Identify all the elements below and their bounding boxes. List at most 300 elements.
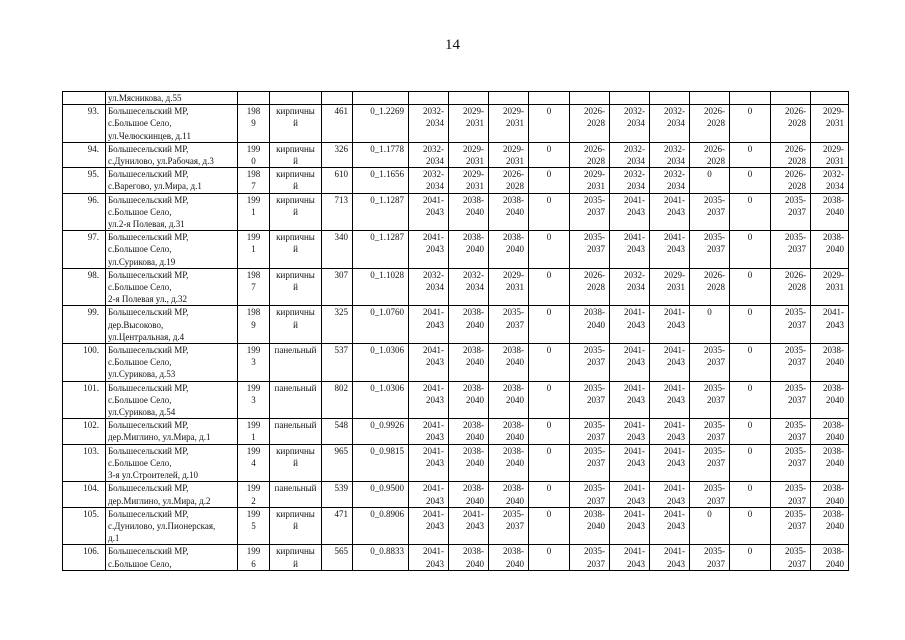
cell-line: 199 bbox=[246, 508, 261, 519]
cell-line: 0 bbox=[546, 420, 552, 431]
cell-period bbox=[570, 193, 610, 231]
cell-line: 2038- bbox=[463, 382, 484, 393]
cell-line: 2043 bbox=[667, 495, 685, 506]
cell-line: 2035- bbox=[584, 546, 605, 557]
cell-line: кирпичны bbox=[276, 143, 315, 154]
cell-material bbox=[270, 306, 322, 344]
cell-period bbox=[489, 306, 529, 344]
cell-line: 2032- bbox=[423, 169, 444, 180]
cell-line: 198 bbox=[246, 307, 261, 318]
cell-line: 2041- bbox=[423, 508, 444, 519]
cell-number: 713 bbox=[322, 193, 353, 231]
cell-line: 2043 bbox=[627, 432, 645, 443]
cell-material bbox=[270, 268, 322, 306]
cell-line: Большесельский МР, bbox=[108, 445, 189, 456]
cell-line: 2038- bbox=[503, 483, 524, 494]
cell-period bbox=[529, 419, 570, 444]
cell-line: 3 bbox=[251, 357, 256, 368]
cell-line: 2035- bbox=[785, 232, 806, 243]
cell-line: с.Большое Село, bbox=[108, 282, 172, 293]
cell-line: 2038- bbox=[823, 232, 844, 243]
cell-line: 2043 bbox=[627, 495, 645, 506]
cell-period bbox=[449, 168, 489, 193]
cell-period bbox=[489, 231, 529, 269]
cell-line: с.Дунилово, ул.Пионерская, bbox=[108, 520, 216, 531]
cell-line: 2038- bbox=[823, 382, 844, 393]
cell-line: 2043 bbox=[667, 558, 685, 569]
cell-line: 2043 bbox=[826, 319, 844, 330]
cell-number: 307 bbox=[322, 268, 353, 306]
cell-line: 0 bbox=[546, 345, 552, 356]
cell-period bbox=[409, 268, 449, 306]
cell-period bbox=[409, 545, 449, 570]
cell-line: 2043 bbox=[426, 319, 444, 330]
cell-line: 2043 bbox=[627, 394, 645, 405]
cell-condition: 0_1.0760 bbox=[353, 306, 409, 344]
cell-line: 2029- bbox=[503, 269, 524, 280]
cell-line: 2038- bbox=[463, 420, 484, 431]
cell-line: 2031 bbox=[667, 282, 685, 293]
cell-line: 0 bbox=[546, 143, 552, 154]
cell-line: 2026- bbox=[785, 169, 806, 180]
cell-period bbox=[489, 419, 529, 444]
cell-period bbox=[690, 231, 730, 269]
cell-line: 0 bbox=[747, 307, 753, 318]
cell-line: 2041- bbox=[624, 307, 645, 318]
cell-period bbox=[650, 168, 690, 193]
cell-line: с.Большое Село, bbox=[108, 394, 172, 405]
cell-line: 2043 bbox=[667, 357, 685, 368]
cell-line: 2035- bbox=[785, 420, 806, 431]
cell-line: 2037 bbox=[587, 206, 605, 217]
cell-line: 2043 bbox=[426, 394, 444, 405]
cell-material bbox=[270, 482, 322, 507]
cell-line: 2034 bbox=[826, 181, 844, 192]
cell-index: 99. bbox=[63, 306, 106, 344]
cell-line: 2035- bbox=[584, 232, 605, 243]
cell-line: 2040 bbox=[466, 206, 484, 217]
cell-line: 2026- bbox=[785, 106, 806, 117]
cell-line: 0 bbox=[546, 307, 552, 318]
cell-period bbox=[529, 545, 570, 570]
cell-line: 0 bbox=[546, 546, 552, 557]
cell-period bbox=[730, 268, 771, 306]
cell-material bbox=[270, 444, 322, 482]
cell-period bbox=[610, 105, 650, 143]
cell-line: 0 bbox=[546, 445, 552, 456]
cell-line: 2038- bbox=[463, 232, 484, 243]
cell-period bbox=[771, 168, 811, 193]
cell-line: дер.Миглино, ул.Мира, д.1 bbox=[108, 432, 211, 443]
cell-number: 965 bbox=[322, 444, 353, 482]
cell-period bbox=[690, 193, 730, 231]
cell-line: 0 bbox=[747, 345, 753, 356]
cell-line: 2041- bbox=[624, 445, 645, 456]
cell-line: 0 bbox=[546, 169, 552, 180]
cell-year bbox=[238, 268, 270, 306]
cell-period bbox=[570, 507, 610, 545]
cell-line: 0 bbox=[747, 269, 753, 280]
cell-period bbox=[409, 381, 449, 419]
cell-line: й bbox=[293, 457, 298, 468]
cell-line: 2032- bbox=[624, 143, 645, 154]
cell-address bbox=[106, 419, 238, 444]
cell-address bbox=[106, 168, 238, 193]
cell-line: 2038- bbox=[463, 483, 484, 494]
cell-material bbox=[270, 344, 322, 382]
cell-material bbox=[270, 231, 322, 269]
cell-period bbox=[771, 142, 811, 167]
cell-line: кирпичны bbox=[276, 445, 315, 456]
cell-period bbox=[811, 306, 849, 344]
cell-line: 2035- bbox=[785, 382, 806, 393]
cell-line: 2035- bbox=[785, 307, 806, 318]
cell-line: 2043 bbox=[426, 558, 444, 569]
cell-period bbox=[570, 168, 610, 193]
cell-line: 2026- bbox=[584, 269, 605, 280]
cell-period bbox=[489, 482, 529, 507]
cell-period bbox=[771, 193, 811, 231]
cell-line: с.Большое Село, bbox=[108, 118, 172, 129]
cell-line: 198 bbox=[246, 106, 261, 117]
cell-period bbox=[449, 507, 489, 545]
cell-line: 198 bbox=[246, 169, 261, 180]
cell-line: й bbox=[293, 319, 298, 330]
cell-period bbox=[771, 306, 811, 344]
cell-line: 2031 bbox=[466, 118, 484, 129]
cell-line: 2038- bbox=[823, 345, 844, 356]
cell-period bbox=[449, 344, 489, 382]
cell-line: 2028 bbox=[707, 282, 725, 293]
cell-line: панельный bbox=[274, 382, 317, 393]
cell-period bbox=[610, 419, 650, 444]
cell-line: 2032- bbox=[823, 169, 844, 180]
cell-period bbox=[771, 482, 811, 507]
cell-period bbox=[529, 168, 570, 193]
cell-line: 2037 bbox=[587, 244, 605, 255]
cell-line: 2040 bbox=[826, 432, 844, 443]
cell-period bbox=[610, 268, 650, 306]
cell-line: 2032- bbox=[423, 143, 444, 154]
cell-line: 2041- bbox=[423, 382, 444, 393]
cell-line: 2035- bbox=[584, 420, 605, 431]
cell-line: 6 bbox=[251, 558, 256, 569]
cell-line: 2028 bbox=[788, 181, 806, 192]
cell-period bbox=[570, 419, 610, 444]
cell-year bbox=[238, 444, 270, 482]
table-row bbox=[63, 268, 849, 306]
cell-line: 2037 bbox=[788, 357, 806, 368]
cell-line: ул.Сурикова, д.53 bbox=[108, 369, 176, 380]
cell-line: 2037 bbox=[788, 432, 806, 443]
cell-index: 96. bbox=[63, 193, 106, 231]
cell-line: 2038- bbox=[503, 345, 524, 356]
cell-line: 2037 bbox=[587, 495, 605, 506]
cell-period bbox=[811, 231, 849, 269]
cell-index: 95. bbox=[63, 168, 106, 193]
cell-line: с.Большое Село, bbox=[108, 244, 172, 255]
cell-number: 326 bbox=[322, 142, 353, 167]
cell-line: 2029- bbox=[463, 143, 484, 154]
cell-line: 2037 bbox=[788, 457, 806, 468]
cell-period bbox=[409, 142, 449, 167]
cell-material bbox=[270, 193, 322, 231]
cell-line: 9 bbox=[251, 319, 256, 330]
cell-period bbox=[650, 105, 690, 143]
cell-period bbox=[650, 419, 690, 444]
cell-period bbox=[650, 268, 690, 306]
cell-material bbox=[270, 419, 322, 444]
cell-line: 2029- bbox=[463, 169, 484, 180]
cell-line: 2037 bbox=[506, 520, 524, 531]
cell-number: 325 bbox=[322, 306, 353, 344]
cell-line: дер.Высоково, bbox=[108, 319, 164, 330]
cell-line: 198 bbox=[246, 269, 261, 280]
cell-line: 2034 bbox=[667, 181, 685, 192]
cell-period bbox=[650, 142, 690, 167]
cell-line: 0 bbox=[747, 194, 753, 205]
cell-period bbox=[730, 193, 771, 231]
cell-line: 2041- bbox=[624, 508, 645, 519]
cell-line: 7 bbox=[251, 282, 256, 293]
cell-line: 2040 bbox=[506, 558, 524, 569]
table-row bbox=[63, 381, 849, 419]
cell-line: 2041- bbox=[423, 194, 444, 205]
cell-period bbox=[489, 193, 529, 231]
cell-line: 2038- bbox=[503, 382, 524, 393]
cell-line: 2040 bbox=[587, 319, 605, 330]
cell-line: 2038- bbox=[823, 546, 844, 557]
cell-period bbox=[610, 444, 650, 482]
cell-year bbox=[238, 482, 270, 507]
cell-line: 2035- bbox=[704, 483, 725, 494]
cell-line: 2029- bbox=[503, 106, 524, 117]
cell-period bbox=[610, 142, 650, 167]
cell-period bbox=[730, 507, 771, 545]
cell-line: 2040 bbox=[506, 357, 524, 368]
cell-line: 2040 bbox=[826, 457, 844, 468]
cell-line: 2035- bbox=[584, 382, 605, 393]
cell-period bbox=[449, 381, 489, 419]
cell-line: й bbox=[293, 181, 298, 192]
cell-line: 2040 bbox=[826, 357, 844, 368]
cell-period bbox=[570, 381, 610, 419]
cell-line: 2040 bbox=[506, 206, 524, 217]
cell-line: Большесельский МР, bbox=[108, 143, 189, 154]
cell-line: 2037 bbox=[707, 457, 725, 468]
cell-period bbox=[811, 344, 849, 382]
cell-line: 0 bbox=[546, 269, 552, 280]
cell-period bbox=[529, 507, 570, 545]
cell-line: 2043 bbox=[426, 457, 444, 468]
table-row bbox=[63, 344, 849, 382]
cell-line: 3-я ул.Строителей, д.10 bbox=[108, 470, 199, 481]
cell-period bbox=[690, 306, 730, 344]
cell-period bbox=[610, 507, 650, 545]
table-row bbox=[63, 306, 849, 344]
cell-period bbox=[690, 268, 730, 306]
cell-line: 2038- bbox=[463, 194, 484, 205]
cell-period bbox=[650, 306, 690, 344]
cell-line: 2035- bbox=[584, 345, 605, 356]
cell-period bbox=[690, 419, 730, 444]
cell-address bbox=[106, 231, 238, 269]
cell-line: 2041- bbox=[664, 483, 685, 494]
cell-line: 2038- bbox=[503, 232, 524, 243]
cell-line: 2038- bbox=[823, 445, 844, 456]
cell-period bbox=[409, 168, 449, 193]
cell-address bbox=[106, 105, 238, 143]
cell-period bbox=[730, 168, 771, 193]
cell-period bbox=[650, 381, 690, 419]
cell-period bbox=[529, 268, 570, 306]
cell-index: 103. bbox=[63, 444, 106, 482]
cell-number: 802 bbox=[322, 381, 353, 419]
cell-line: 2043 bbox=[667, 432, 685, 443]
cell-line: с.Большое Село, bbox=[108, 357, 172, 368]
cell-period bbox=[529, 231, 570, 269]
cell-line: панельный bbox=[274, 483, 317, 494]
cell-period bbox=[570, 444, 610, 482]
cell-line: 2043 bbox=[627, 206, 645, 217]
cell-line: 2041- bbox=[423, 345, 444, 356]
cell-line: 2040 bbox=[506, 244, 524, 255]
cell-line: 2038- bbox=[463, 445, 484, 456]
cell-index: 102. bbox=[63, 419, 106, 444]
cell-line: 2034 bbox=[426, 118, 444, 129]
cell-line: 2034 bbox=[466, 282, 484, 293]
cell-line: 2040 bbox=[506, 495, 524, 506]
cell-line: 2037 bbox=[707, 495, 725, 506]
cell-line: 2035- bbox=[704, 232, 725, 243]
cell-line: 2038- bbox=[823, 194, 844, 205]
cell-line: Большесельский МР, bbox=[108, 483, 189, 494]
cell-line: Большесельский МР, bbox=[108, 420, 189, 431]
cell-line: 2041- bbox=[664, 194, 685, 205]
cell-period bbox=[650, 193, 690, 231]
cell-line: 2032- bbox=[664, 143, 685, 154]
cell-address: ул.Мясникова, д.55 bbox=[106, 92, 238, 105]
cell-line: 0 bbox=[747, 232, 753, 243]
cell-period bbox=[409, 306, 449, 344]
cell-line: Большесельский МР, bbox=[108, 508, 189, 519]
cell-material bbox=[270, 105, 322, 143]
cell-condition: 0_0.9815 bbox=[353, 444, 409, 482]
cell-line: 199 bbox=[246, 420, 261, 431]
cell-line: 2 bbox=[251, 495, 256, 506]
cell-line: 2035- bbox=[584, 194, 605, 205]
cell-line: 2035- bbox=[704, 445, 725, 456]
cell-line: 199 bbox=[246, 345, 261, 356]
cell-line: 2028 bbox=[788, 156, 806, 167]
cell-line: 2029- bbox=[463, 106, 484, 117]
cell-line: 2031 bbox=[826, 118, 844, 129]
cell-line: 2037 bbox=[587, 457, 605, 468]
cell-line: с.Большое Село, bbox=[108, 206, 172, 217]
cell-index: 94. bbox=[63, 142, 106, 167]
cell-condition: 0_0.9500 bbox=[353, 482, 409, 507]
cell-line: 2034 bbox=[667, 118, 685, 129]
cell-line: 0 bbox=[747, 382, 753, 393]
cell-line: кирпичны bbox=[276, 169, 315, 180]
cell-line: 2038- bbox=[503, 420, 524, 431]
table-row bbox=[63, 231, 849, 269]
cell-line: 2029- bbox=[503, 143, 524, 154]
cell-line: 2041- bbox=[823, 307, 844, 318]
cell-period bbox=[771, 419, 811, 444]
cell-line: 5 bbox=[251, 520, 256, 531]
cell-line: 1 bbox=[251, 244, 256, 255]
cell-line: ул.Сурикова, д.19 bbox=[108, 256, 176, 267]
cell-line: 199 bbox=[246, 232, 261, 243]
cell-line: Большесельский МР, bbox=[108, 232, 189, 243]
cell-line: 199 bbox=[246, 445, 261, 456]
cell-line: 2031 bbox=[506, 118, 524, 129]
cell-line: 2041- bbox=[624, 546, 645, 557]
cell-line: 2031 bbox=[826, 156, 844, 167]
cell-period bbox=[730, 444, 771, 482]
cell-line: 2043 bbox=[426, 495, 444, 506]
cell-period bbox=[489, 344, 529, 382]
cell-period bbox=[570, 142, 610, 167]
cell-line: 2043 bbox=[667, 319, 685, 330]
cell-line: 2040 bbox=[506, 457, 524, 468]
cell-period bbox=[771, 444, 811, 482]
cell-period bbox=[449, 444, 489, 482]
cell-period bbox=[811, 444, 849, 482]
cell-index: 104. bbox=[63, 482, 106, 507]
cell-line: 2037 bbox=[707, 357, 725, 368]
cell-address bbox=[106, 507, 238, 545]
cell-line: 2038- bbox=[584, 307, 605, 318]
cell-line: 2040 bbox=[587, 520, 605, 531]
cell-period bbox=[771, 105, 811, 143]
cell-line: й bbox=[293, 156, 298, 167]
cell-line: 2041- bbox=[624, 483, 645, 494]
cell-line: 2031 bbox=[506, 156, 524, 167]
cell-line: 3 bbox=[251, 394, 256, 405]
cell-line: 2035- bbox=[584, 445, 605, 456]
cell-period bbox=[489, 444, 529, 482]
cell-number: 471 bbox=[322, 507, 353, 545]
cell-period bbox=[650, 482, 690, 507]
cell-line: 2028 bbox=[788, 118, 806, 129]
cell-line: с.Варегово, ул.Мира, д.1 bbox=[108, 181, 202, 192]
cell-line: 2026- bbox=[785, 269, 806, 280]
cell-line: 2029- bbox=[664, 269, 685, 280]
cell-line: 2032- bbox=[423, 106, 444, 117]
cell-line: Большесельский МР, bbox=[108, 269, 189, 280]
table-row bbox=[63, 142, 849, 167]
cell-line: 2040 bbox=[506, 394, 524, 405]
cell-line: 2038- bbox=[503, 546, 524, 557]
cell-line: 0 bbox=[546, 232, 552, 243]
cell-line: 199 bbox=[246, 143, 261, 154]
cell-line: 2041- bbox=[624, 382, 645, 393]
cell-line: 2041- bbox=[423, 546, 444, 557]
cell-line: ул.Центральная, д.4 bbox=[108, 331, 185, 342]
cell-line: 2037 bbox=[587, 558, 605, 569]
cell-line: 2038- bbox=[463, 546, 484, 557]
cell-line: 2040 bbox=[826, 520, 844, 531]
cell-period bbox=[409, 444, 449, 482]
cell-line: 2040 bbox=[466, 558, 484, 569]
cell-period bbox=[529, 482, 570, 507]
cell-period bbox=[811, 193, 849, 231]
cell-period bbox=[771, 268, 811, 306]
cell-line: 2041- bbox=[624, 194, 645, 205]
cell-line: 2028 bbox=[707, 118, 725, 129]
